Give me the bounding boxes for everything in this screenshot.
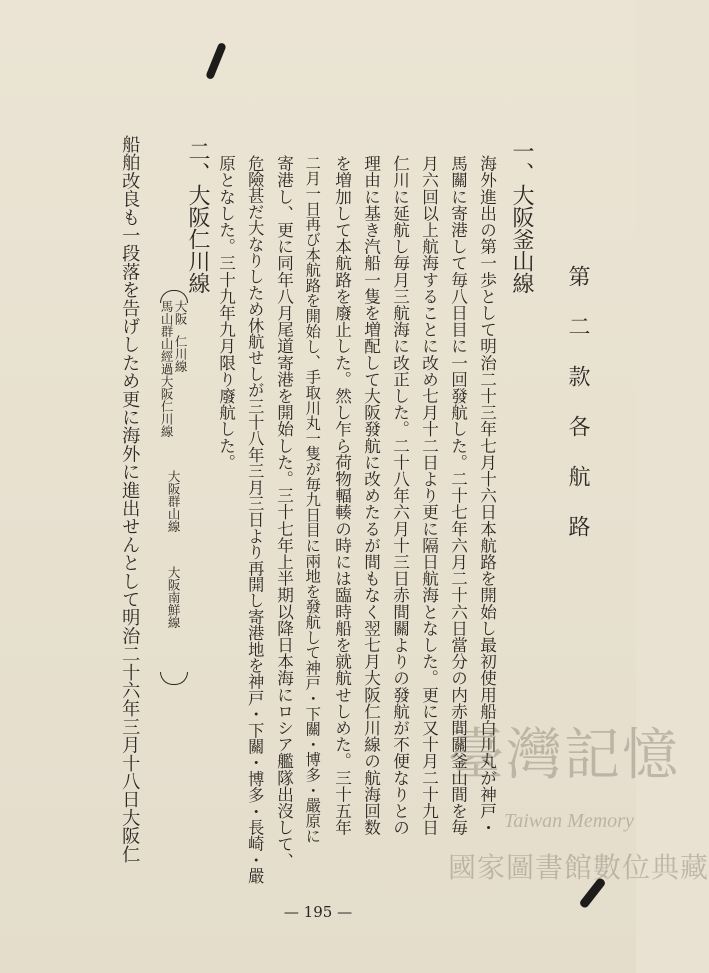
note-line-2: 仁川線 [173,335,189,373]
ink-mark-top [205,42,227,80]
section-1-line-5: 理由に基き汽船一隻を増配して大阪發航に改めたるが間もなく翌七月大阪仁川線の航海回数 [361,155,381,836]
section-1-line-8: 寄港し、更に同年八月尾道寄港を開始した。三十七年上半期以降日本海にロシア艦隊出沒して、 [274,155,294,869]
note-line-5: 大阪南鮮線 [166,566,182,629]
library-watermark-logo [448,723,709,884]
section-1-heading: 一、大阪釜山線 [509,140,534,294]
section-1-line-4: 仁川に延航し毎月三航海に改正した。二十八年六月十三日赤間關よりの發航が不便なりとの [390,155,410,836]
section-1-line-10: 原となした。三十九年九月限り廢航した。 [216,155,236,471]
watermark-subtitle-text: 國家圖書館數位典藏 [448,851,709,884]
section-1-line-7: 二月一日再び本航路を開始し、手取川丸一隻が毎九日目に兩地を發航して神戸・下關・博多・嚴原に [303,155,322,844]
section-1-line-6: を増加して本航路を廢止した。然し乍ら荷物輻輳の時には臨時船を就航せしめた。三十五年 [332,155,352,836]
section-2-heading: 二、大阪仁川線 [185,140,210,294]
note-line-1: 大阪 [173,300,189,325]
section-1-line-1: 海外進出の第一歩として明治二十三年七月十六日本航路を開始し最初使用船白川丸が神戸・ [477,155,497,836]
watermark-english-text: Taiwan Memory [504,810,634,832]
section-1-line-2: 馬關に寄港して毎八日目に一回發航した。二十七年六月二十六日當分の内赤間關釜山間を毎 [448,155,468,836]
section-1-line-3: 月六回以上航海することに改め七月十二日より更に隔日航海となした。更に又十月二十九日 [419,155,439,836]
note-bracket-bottom [160,672,188,685]
note-line-4: 大阪群山線 [166,470,182,533]
chapter-title: 第二款各航路 [565,265,590,565]
section-2-line-1: 船舶改良も一段落を告げしため更に海外に進出せんとして明治二十六年三月十八日大阪仁 [119,135,141,863]
note-line-3: 馬山群山經過大阪仁川線 [159,300,175,438]
watermark-chinese-text: 臺灣記憶 [448,723,680,788]
section-1-line-9: 危險甚だ大なりしため休航せしが三十八年三月三日より再開し寄港地を神戸・下關・博多・長崎・嚴 [245,155,265,884]
page-number: — 195 — [283,903,353,921]
